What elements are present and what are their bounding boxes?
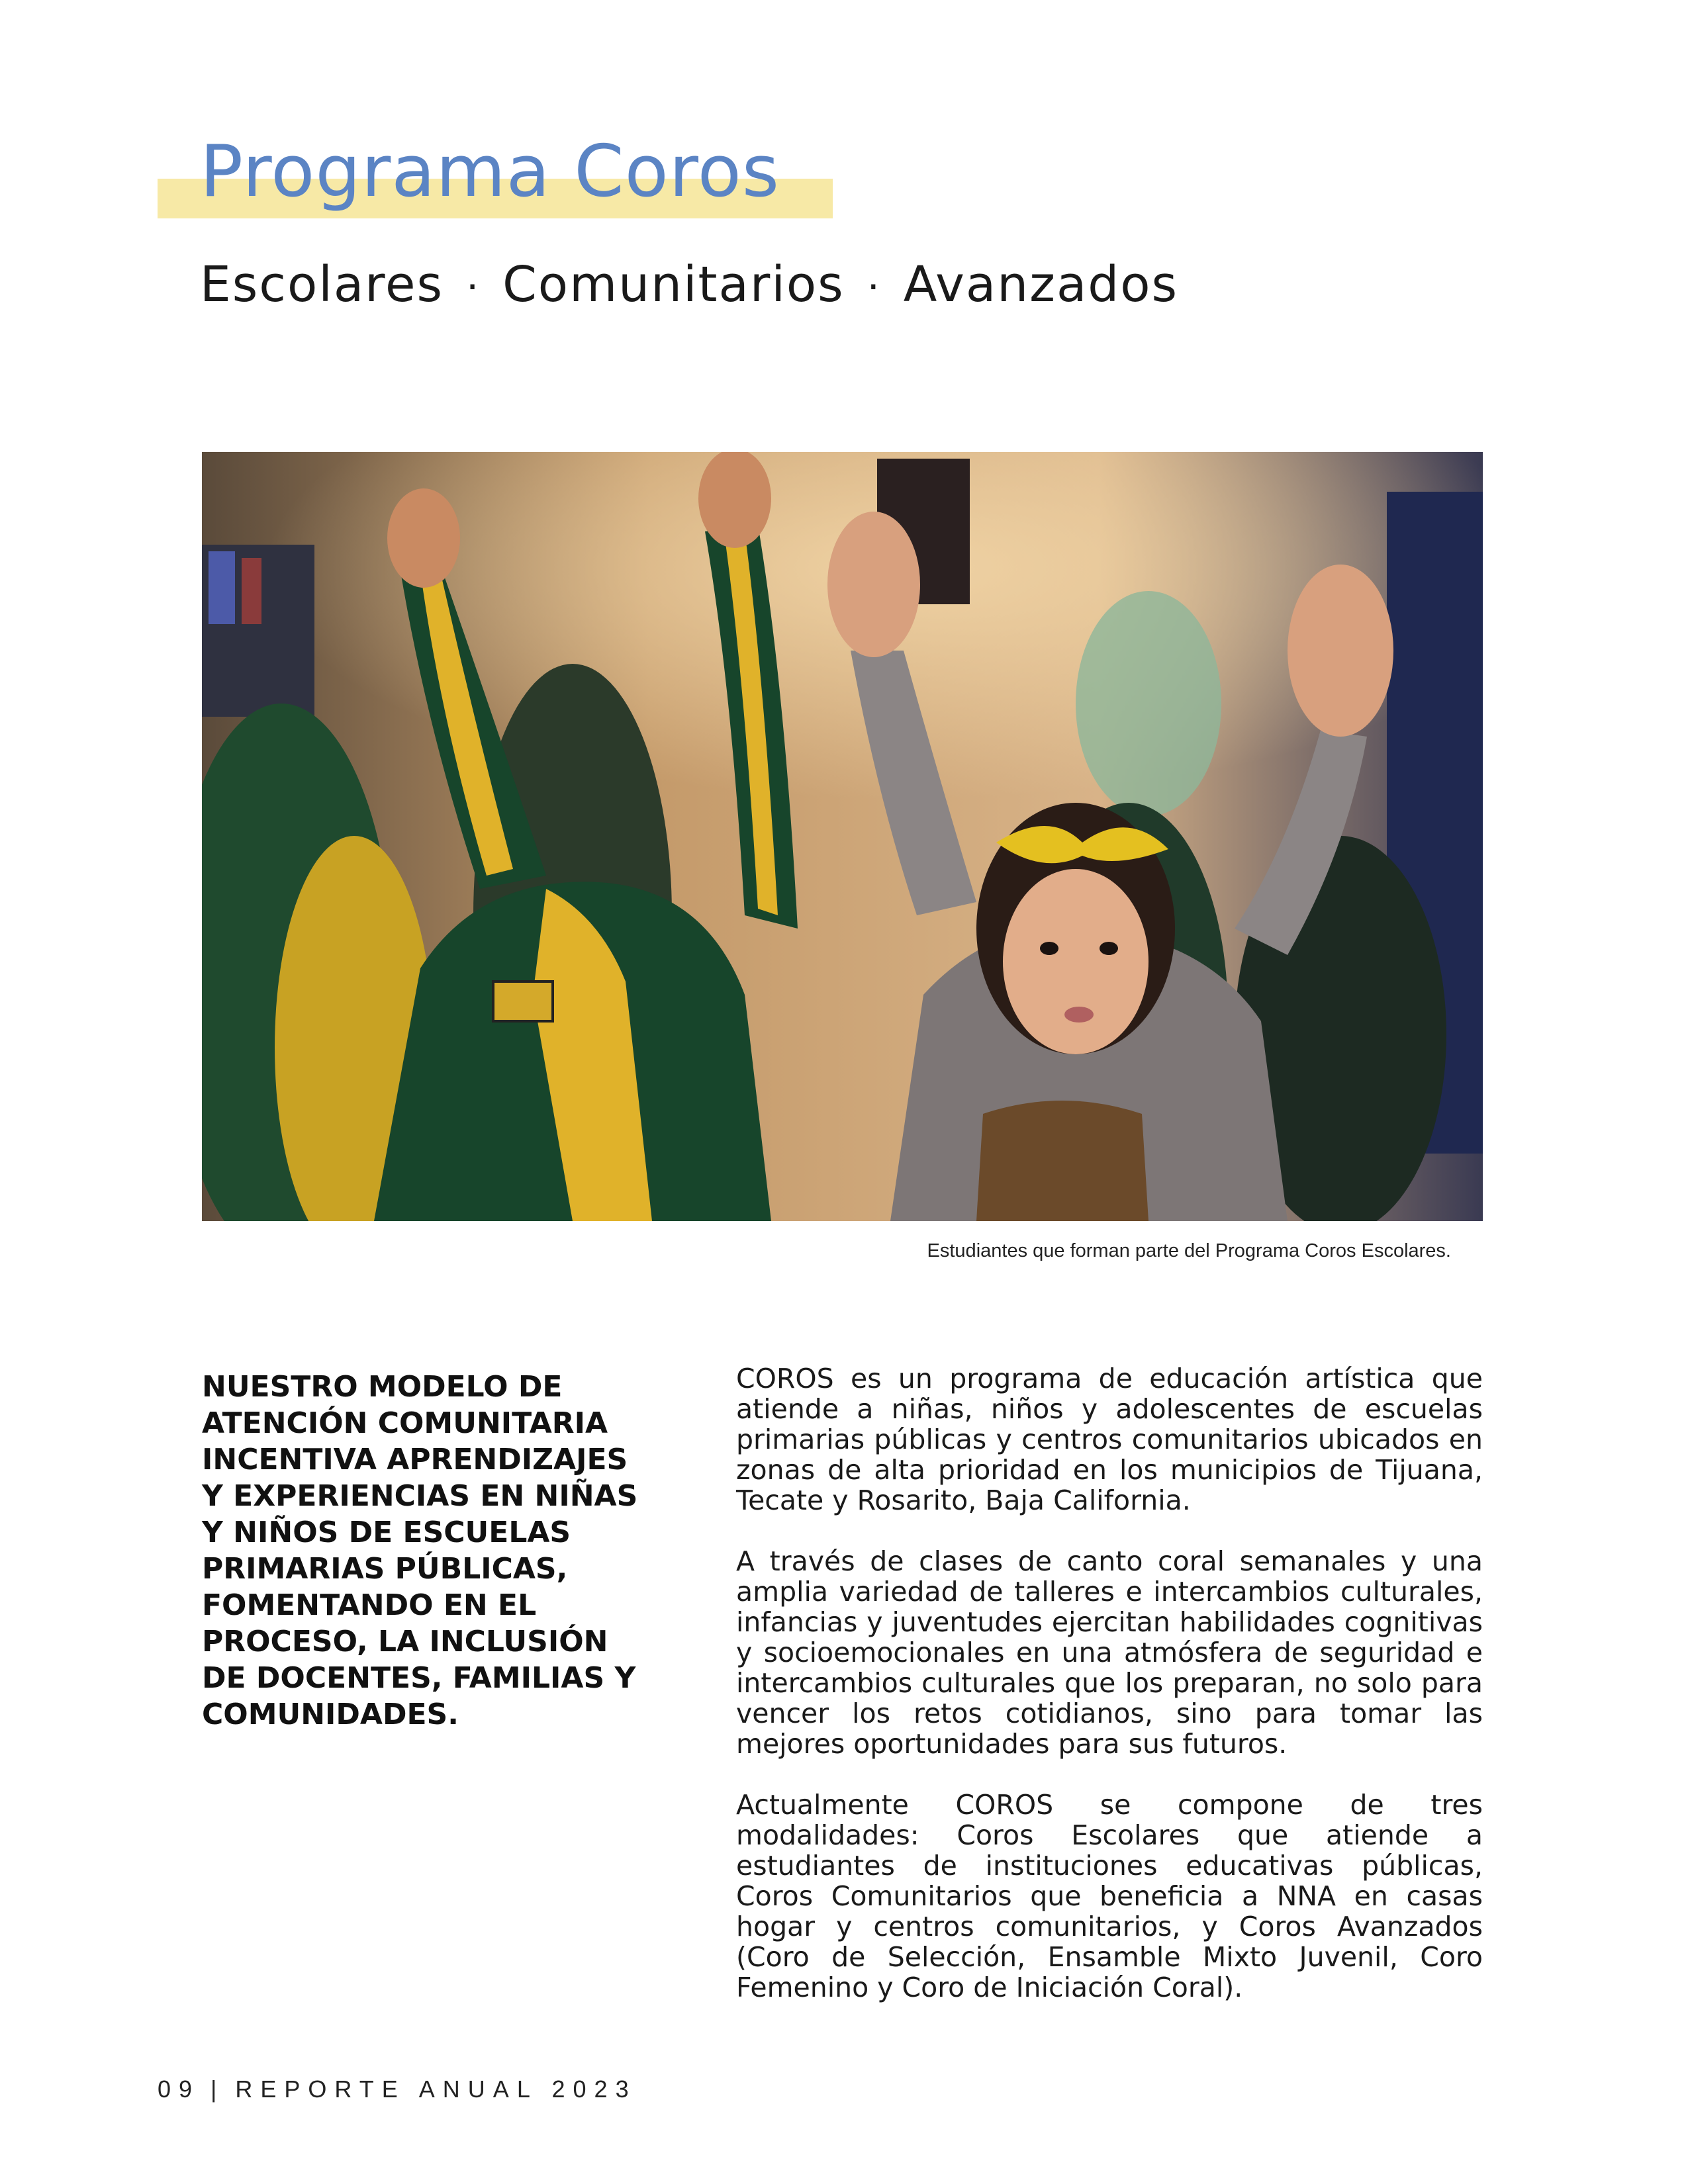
footer-divider: | [211,2075,225,2103]
page-title: Programa Coros [200,130,780,213]
pull-quote: NUESTRO MODELO DE ATENCIÓN COMUNITARIA INCENTIVA APRENDIZAJES Y EXPERIENCIAS EN NIÑAS Y NIÑOS DE ESCUELAS PRIMARIAS PÚBLICAS, FOMENTANDO EN EL PROCESO, LA INCLUSIÓN DE DOCENTES, FAMILIAS Y COMUNIDADES. [202,1370,638,1731]
photo-illustration [202,452,1483,1221]
subtitle-item-avanzados: Avanzados [903,256,1179,313]
choir-students-photo [202,452,1483,1221]
body-paragraph: Actualmente COROS se compone de tres modalidades: Coros Escolares que atiende a estudiantes de instituciones educativas públicas, Coros Comunitarios que beneficia a NNA en casas hogar y centros comunitarios, y Coros Avanzados (Coro de Selección, Ensamble Mixto Juvenil, Coro Femenino y Coro de Iniciación Coral). [736,1789,1483,2003]
photo-caption: Estudiantes que forman parte del Programa Coros Escolares. [927,1240,1451,1261]
subtitle-separator: · [466,264,481,311]
subtitle-item-comunitarios: Comunitarios [502,256,845,313]
title-block [158,129,833,228]
subtitle-programs [200,251,1178,320]
report-title: REPORTE ANUAL 2023 [235,2075,637,2103]
body-paragraph: A través de clases de canto coral semanales y una amplia variedad de talleres e intercambios culturales, infancias y juventudes ejercitan habilidades cognitivas y socioemocionales en una atmósfera de seguridad e intercambios culturales que los preparan, no solo para vencer los retos cotidianos, sino para tomar las mejores oportunidades para sus futuros. [736,1545,1483,1760]
page-number: 09 [158,2075,201,2103]
body-text [736,1363,1483,2033]
body-paragraph: COROS es un programa de educación artística que atiende a niñas, niños y adolescentes de escuelas primarias públicas y centros comunitarios ubicados en zonas de alta prioridad en los municipios de Tijuana, Tecate y Rosarito, Baja California. [736,1363,1483,1516]
subtitle-separator: · [867,264,881,311]
subtitle-item-escolares: Escolares [200,256,444,313]
page-footer [158,2073,637,2106]
